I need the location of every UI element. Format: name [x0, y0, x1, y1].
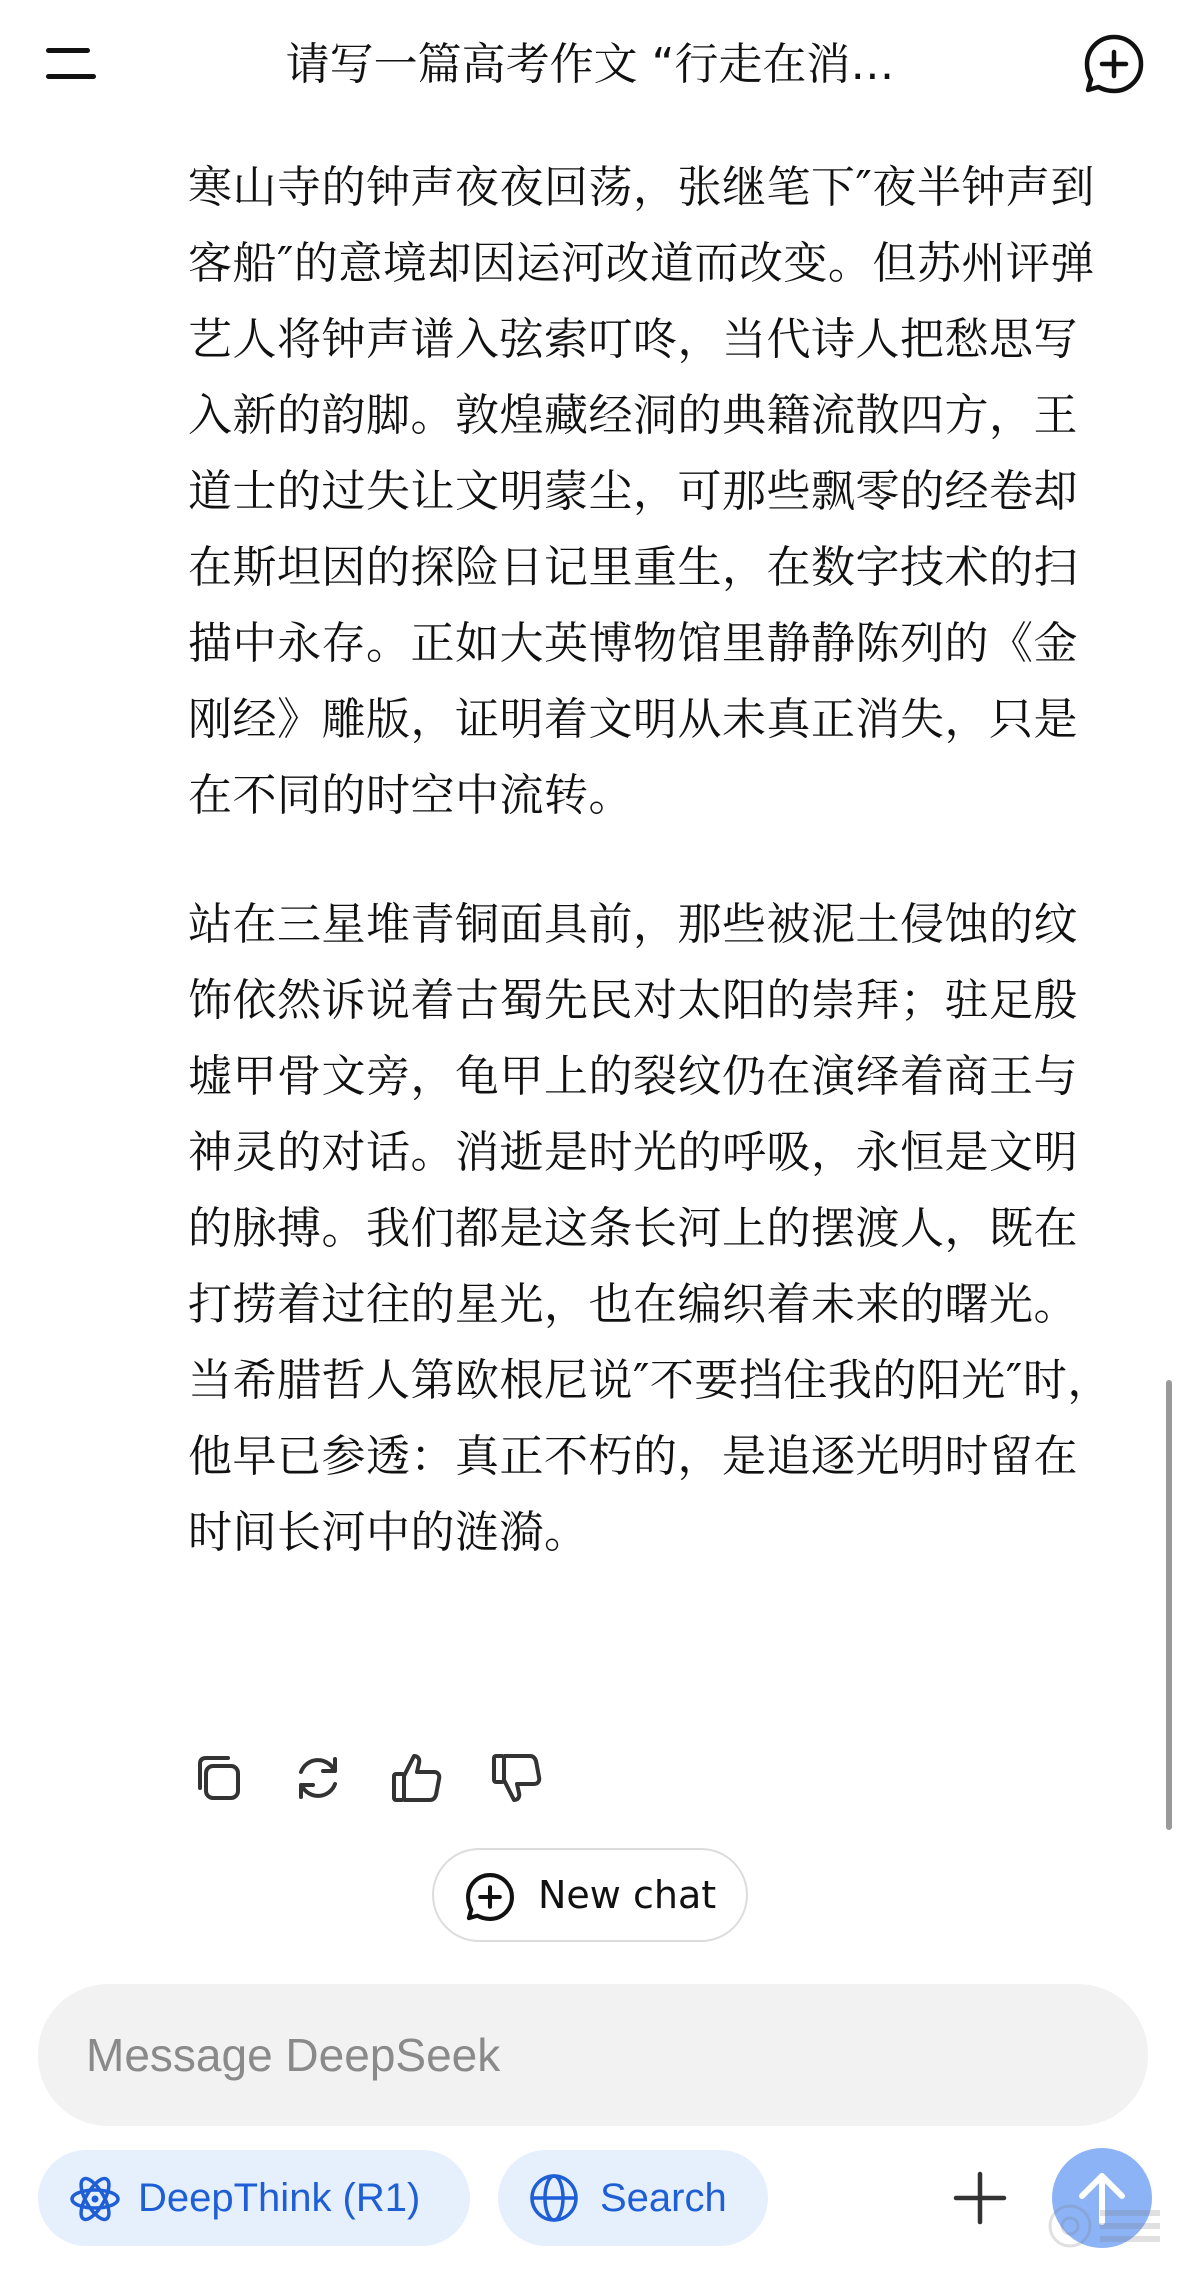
new-chat-label: New chat: [538, 1873, 717, 1917]
thumbs-down-icon[interactable]: [488, 1748, 548, 1808]
message-input[interactable]: [38, 1984, 1148, 2126]
chat-plus-icon: [464, 1871, 516, 1923]
menu-icon-bar-top: [46, 48, 90, 53]
globe-icon: [528, 2172, 580, 2224]
deepthink-toggle[interactable]: [38, 2150, 470, 2246]
search-toggle[interactable]: [498, 2150, 768, 2246]
menu-icon[interactable]: [40, 40, 104, 90]
assistant-message: [188, 150, 1118, 1624]
watermark-logo: [1040, 2196, 1170, 2256]
search-label: Search: [600, 2176, 727, 2220]
chat-title: 请写一篇高考作文 “行走在消…: [285, 39, 895, 90]
regenerate-icon[interactable]: [288, 1748, 348, 1808]
new-chat-button[interactable]: [432, 1848, 748, 1942]
atom-icon: [68, 2172, 122, 2226]
deepthink-label: DeepThink (R1): [138, 2176, 421, 2220]
message-paragraph: 站在三星堆青铜面具前，那些被泥土侵蚀的纹饰依然诉说着古蜀先民对太阳的崇拜；驻足殷墟甲骨文旁，龟甲上的裂纹仍在演绎着商王与神灵的对话。消逝是时光的呼吸，永恒是文明的脉搏。我们都是这条长河上的摆渡人，既在打捞着过往的星光，也在编织着未来的曙光。当希腊哲人第欧根尼说″不要挡住我的阳光″时，他早已参透：真正不朽的，是追逐光明时留在时间长河中的涟漪。: [188, 899, 1112, 1558]
copy-icon[interactable]: [188, 1748, 248, 1808]
menu-icon-bar-bottom: [46, 74, 96, 79]
thumbs-up-icon[interactable]: [388, 1748, 448, 1808]
new-chat-icon[interactable]: [1082, 32, 1146, 96]
chat-plus-icon: [1082, 32, 1146, 96]
message-paragraph: 寒山寺的钟声夜夜回荡，张继笔下″夜半钟声到客船″的意境却因运河改道而改变。但苏州评弹艺人将钟声谱入弦索叮咚，当代诗人把愁思写入新的韵脚。敦煌藏经洞的典籍流散四方，王道士的过失让文明蒙尘，可那些飘零的经卷却在斯坦因的探险日记里重生，在数字技术的扫描中永存。正如大英博物馆里静静陈列的《金刚经》雕版，证明着文明从未真正消失，只是在不同的时空中流转。: [188, 162, 1095, 821]
attach-plus-icon[interactable]: [950, 2168, 1010, 2228]
top-bar: [0, 0, 1179, 130]
scrollbar-thumb[interactable]: [1166, 1380, 1172, 1830]
